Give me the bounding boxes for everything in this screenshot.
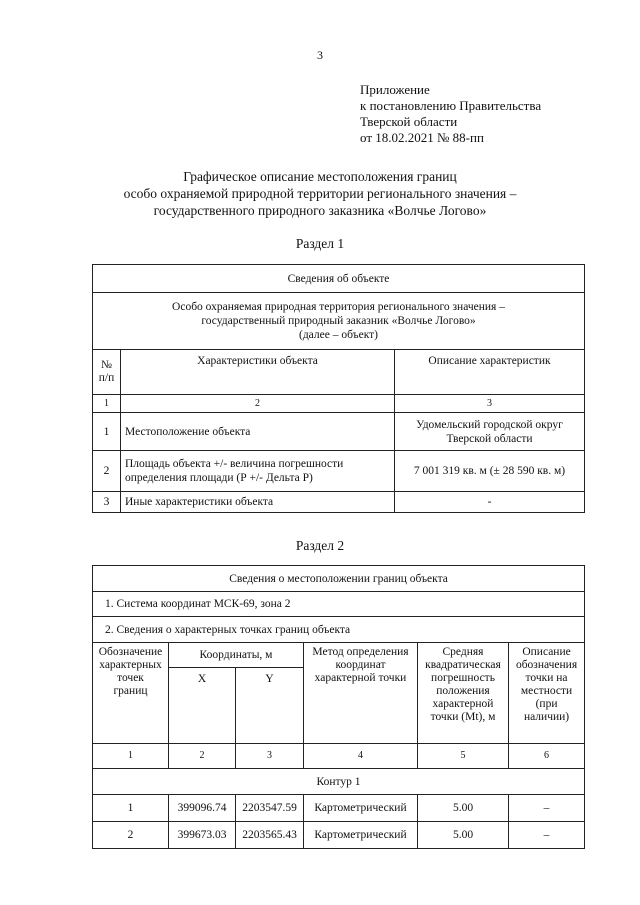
col-header-line: Средняя [442,646,484,658]
col-index: 6 [509,744,585,769]
table-row [93,451,585,492]
col-header-line: обозначения [515,659,578,671]
points-header: 2. Сведения о характерных точках границ объекта [93,617,585,643]
row-characteristic: Иные характеристики объекта [121,492,395,513]
col-index: 1 [93,395,121,413]
boundary-points-table [92,565,585,849]
object-name-cell [93,293,585,350]
appendix-line: Тверской области [360,114,458,129]
object-name-line: государственный природный заказник «Волчье Логово» [201,315,476,327]
document-title [60,168,580,219]
section-2-title: Раздел 2 [295,538,345,553]
row-characteristic: Местоположение объекта [121,413,395,451]
row-description: 7 001 319 кв. м (± 28 590 кв. м) [395,451,585,492]
page-number: 3 [317,48,323,62]
col-header-line: точки на [525,672,568,684]
col-header-line: Обозначение [98,646,163,658]
col-header-coordinates: Координаты, м [169,643,304,668]
point-marking: – [509,795,585,822]
title-line: особо охраняемой природной территории регионального значения – [123,186,517,201]
col-index: 3 [395,395,585,413]
point-x: 399096.74 [169,795,236,822]
col-header-line: местности [520,685,573,697]
col-header-y: Y [236,668,304,744]
title-line: Графическое описание местоположения границ [183,169,457,184]
point-id: 2 [93,822,169,849]
col-header-line: наличии) [523,711,570,723]
col-index: 1 [93,744,169,769]
appendix-line: Приложение [360,82,430,97]
col-header-point [93,643,169,744]
col-header-method [304,643,418,744]
col-header-line: точек [117,672,144,684]
appendix-block [360,82,541,146]
col-header-number-line: № [101,359,112,371]
table-row [93,413,585,451]
point-id: 1 [93,795,169,822]
col-header-line: характерных [99,659,162,671]
section-1-title: Раздел 1 [295,236,345,251]
coordinate-system: 1. Система координат МСК-69, зона 2 [93,592,585,617]
point-method: Картометрический [304,795,418,822]
col-header-description: Описание характеристик [395,350,585,395]
col-header-line: положения [436,685,490,697]
object-info-table [92,264,585,513]
col-header-marking [509,643,585,744]
col-index: 5 [418,744,509,769]
col-header-line: характерной [432,698,494,710]
row-characteristic-line: Площадь объекта +/- величина погрешности [125,458,344,470]
row-characteristic [121,451,395,492]
point-mt: 5.00 [418,822,509,849]
row-description [395,413,585,451]
point-y: 2203547.59 [236,795,304,822]
col-header-number [93,350,121,395]
appendix-line: к постановлению Правительства [360,98,542,113]
row-number: 2 [93,451,121,492]
col-header-number-line: п/п [98,372,115,384]
row-description-line: Удомельский городской округ [416,418,563,431]
row-description: - [395,492,585,513]
row-number: 3 [93,492,121,513]
point-x: 399673.03 [169,822,236,849]
col-header-line: точки (Mt), м [430,711,496,723]
point-method: Картометрический [304,822,418,849]
col-header-line: характерной точки [314,672,407,684]
col-header-line: границ [113,685,148,697]
col-index: 4 [304,744,418,769]
object-info-header: Сведения об объекте [93,265,585,293]
point-mt: 5.00 [418,795,509,822]
point-marking: – [509,822,585,849]
title-line: государственного природного заказника «Волчье Логово» [153,203,487,218]
table-row [93,822,585,849]
col-index: 2 [121,395,395,413]
col-header-line: погрешность [431,672,495,684]
table-row [93,492,585,513]
row-description-line: Тверской области [446,432,533,445]
col-header-characteristics: Характеристики объекта [121,350,395,395]
point-y: 2203565.43 [236,822,304,849]
appendix-date: от 18.02.2021 № 88-пп [360,130,484,145]
contour-label: Контур 1 [93,769,585,795]
col-header-error [418,643,509,744]
row-number: 1 [93,413,121,451]
row-characteristic-line: определения площади (Р +/- Дельта Р) [125,472,313,484]
col-header-line: Описание [522,646,571,658]
object-name-line: (далее – объект) [299,329,378,341]
col-index: 2 [169,744,236,769]
col-header-x: X [169,668,236,744]
object-name-line: Особо охраняемая природная территория регионального значения – [172,301,505,313]
boundary-header: Сведения о местоположении границ объекта [93,566,585,592]
col-header-line: Метод определения [312,646,409,658]
col-header-line: квадратическая [425,659,501,671]
col-header-line: координат [335,659,386,671]
table-row [93,795,585,822]
col-index: 3 [236,744,304,769]
col-header-line: (при [535,698,558,710]
